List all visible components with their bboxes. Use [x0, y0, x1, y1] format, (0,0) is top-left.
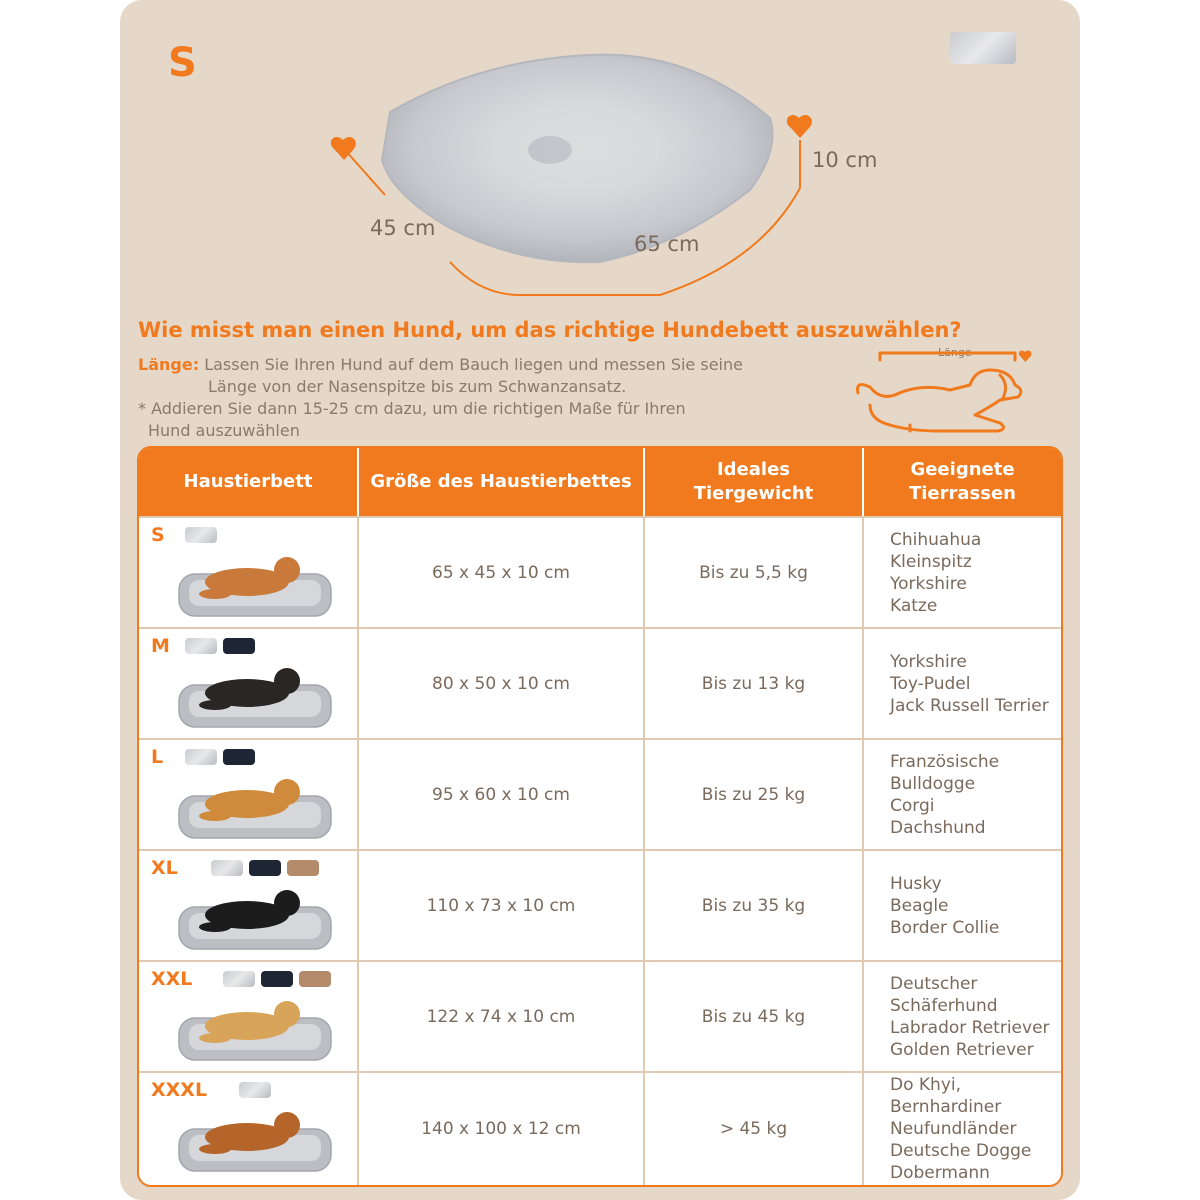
table-row: [139, 738, 1061, 849]
width-arrow: [345, 150, 385, 195]
bed-with-dog-image: [175, 990, 335, 1064]
breed-name: Border Collie: [890, 917, 1000, 938]
bed-with-dog-image: [175, 768, 335, 842]
color-swatch-navy[interactable]: [223, 749, 255, 765]
color-swatches: [185, 749, 255, 765]
table-row: [139, 849, 1061, 960]
note-line: Hund auszuwählen: [148, 421, 300, 440]
heart-marker-icon: [787, 115, 812, 138]
ideal-weight: Bis zu 5,5 kg: [645, 516, 864, 627]
breed-name: Corgi: [890, 795, 935, 816]
bed-cell: [139, 1071, 359, 1185]
breeds-cell: [864, 738, 1061, 849]
bed-with-dog-image: [175, 546, 335, 620]
table-row: [139, 960, 1061, 1071]
color-swatch-grey[interactable]: [185, 749, 217, 765]
breed-name: Dobermann: [890, 1163, 990, 1183]
color-swatches: [185, 527, 217, 543]
hero-size-letter: S: [168, 40, 197, 86]
product-card: [120, 0, 1080, 1200]
ideal-weight: Bis zu 13 kg: [645, 627, 864, 738]
breed-name: Kleinspitz: [890, 551, 972, 572]
breed-name: Neufundländer: [890, 1119, 1017, 1139]
color-swatches: [223, 971, 331, 987]
bed-size-label: L: [151, 746, 164, 768]
instruction-line: Länge von der Nasenspitze bis zum Schwanzansatz.: [208, 377, 627, 396]
bed-dimension-illustration: [120, 0, 1080, 320]
bed-with-dog-image: [175, 657, 335, 731]
ideal-weight: Bis zu 35 kg: [645, 849, 864, 960]
color-swatch-brown[interactable]: [299, 971, 331, 987]
table-row: [139, 1071, 1061, 1185]
bed-dimensions: 122 x 74 x 10 cm: [359, 960, 645, 1071]
heart-marker-icon: [331, 137, 356, 160]
breeds-cell: [864, 627, 1061, 738]
size-table: [137, 446, 1063, 1187]
note-line: * Addieren Sie dann 15-25 cm dazu, um die richtigen Maße für Ihren: [138, 399, 686, 418]
color-swatch-grey[interactable]: [185, 638, 217, 654]
bed-dimensions: 80 x 50 x 10 cm: [359, 627, 645, 738]
ideal-weight: Bis zu 25 kg: [645, 738, 864, 849]
color-swatch-navy[interactable]: [261, 971, 293, 987]
bed-dimensions: 95 x 60 x 10 cm: [359, 738, 645, 849]
color-swatch-navy[interactable]: [223, 638, 255, 654]
ideal-weight: Bis zu 45 kg: [645, 960, 864, 1071]
height-label: 10 cm: [812, 148, 878, 172]
bed-size-label: XXL: [151, 968, 193, 990]
breed-name: Toy-Pudel: [890, 673, 971, 694]
table-row: [139, 627, 1061, 738]
bed-cell: [139, 738, 359, 849]
breed-name: Golden Retriever: [890, 1039, 1034, 1060]
bed-cell: [139, 516, 359, 627]
color-swatch-grey[interactable]: [239, 1082, 271, 1098]
bed-dimensions: 65 x 45 x 10 cm: [359, 516, 645, 627]
bed-with-dog-image: [175, 1101, 335, 1175]
column-header: Ideales Tiergewicht: [645, 448, 864, 516]
breeds-cell: [864, 849, 1061, 960]
color-swatch-grey[interactable]: [211, 860, 243, 876]
bed-size-label: XXXL: [151, 1079, 208, 1101]
breed-name: Labrador Retriever: [890, 1017, 1050, 1038]
column-header: Haustierbett: [139, 448, 359, 516]
ideal-weight: > 45 kg: [645, 1071, 864, 1185]
bed-cell: [139, 849, 359, 960]
breed-name: Katze: [890, 595, 938, 616]
bed-size-label: S: [151, 524, 165, 546]
dog-icon-length-label: Länge: [938, 346, 972, 359]
breed-name: Do Khyi, Bernhardiner: [890, 1075, 1002, 1117]
breeds-cell: [864, 960, 1061, 1071]
breeds-cell: [864, 1071, 1061, 1185]
dog-measure-icon: [850, 345, 1050, 440]
breed-name: Beagle: [890, 895, 949, 916]
table-row: [139, 516, 1061, 627]
bed-dimensions: 110 x 73 x 10 cm: [359, 849, 645, 960]
color-swatch-brown[interactable]: [287, 860, 319, 876]
column-header: Größe des Haustierbettes: [359, 448, 645, 516]
bed-cell: [139, 627, 359, 738]
breed-name: Dachshund: [890, 817, 986, 838]
bed-size-label: M: [151, 635, 170, 657]
color-swatches: [211, 860, 319, 876]
guide-instructions: [138, 354, 838, 442]
width-label: 45 cm: [370, 216, 436, 240]
breed-name: Chihuahua: [890, 529, 982, 550]
bed-with-dog-image: [175, 879, 335, 953]
color-swatches: [239, 1082, 271, 1098]
color-swatch-grey[interactable]: [185, 527, 217, 543]
color-swatches: [185, 638, 255, 654]
guide-headline: Wie misst man einen Hund, um das richtige Hundebett auszuwählen?: [138, 318, 962, 342]
color-swatch-grey[interactable]: [223, 971, 255, 987]
bed-image: [382, 55, 773, 263]
instruction-line: Lassen Sie Ihren Hund auf dem Bauch liegen und messen Sie seine: [204, 355, 743, 374]
breed-name: Jack Russell Terrier: [890, 695, 1049, 716]
bed-size-label: XL: [151, 857, 178, 879]
breed-name: Yorkshire: [890, 573, 967, 594]
breed-name: Husky: [890, 873, 942, 894]
length-term: Länge:: [138, 355, 200, 374]
breed-name: Yorkshire: [890, 651, 967, 672]
bed-cell: [139, 960, 359, 1071]
breed-name: Französische Bulldogge: [890, 751, 1000, 794]
length-label: 65 cm: [634, 232, 700, 256]
column-header: Geeignete Tierrassen: [864, 448, 1061, 516]
hero-section: [120, 0, 1080, 320]
color-swatch-navy[interactable]: [249, 860, 281, 876]
table-header-row: [139, 448, 1061, 516]
breed-name: Deutscher Schäferhund: [890, 973, 998, 1016]
bed-dimensions: 140 x 100 x 12 cm: [359, 1071, 645, 1185]
breeds-cell: [864, 516, 1061, 627]
breed-name: Deutsche Dogge: [890, 1141, 1032, 1161]
